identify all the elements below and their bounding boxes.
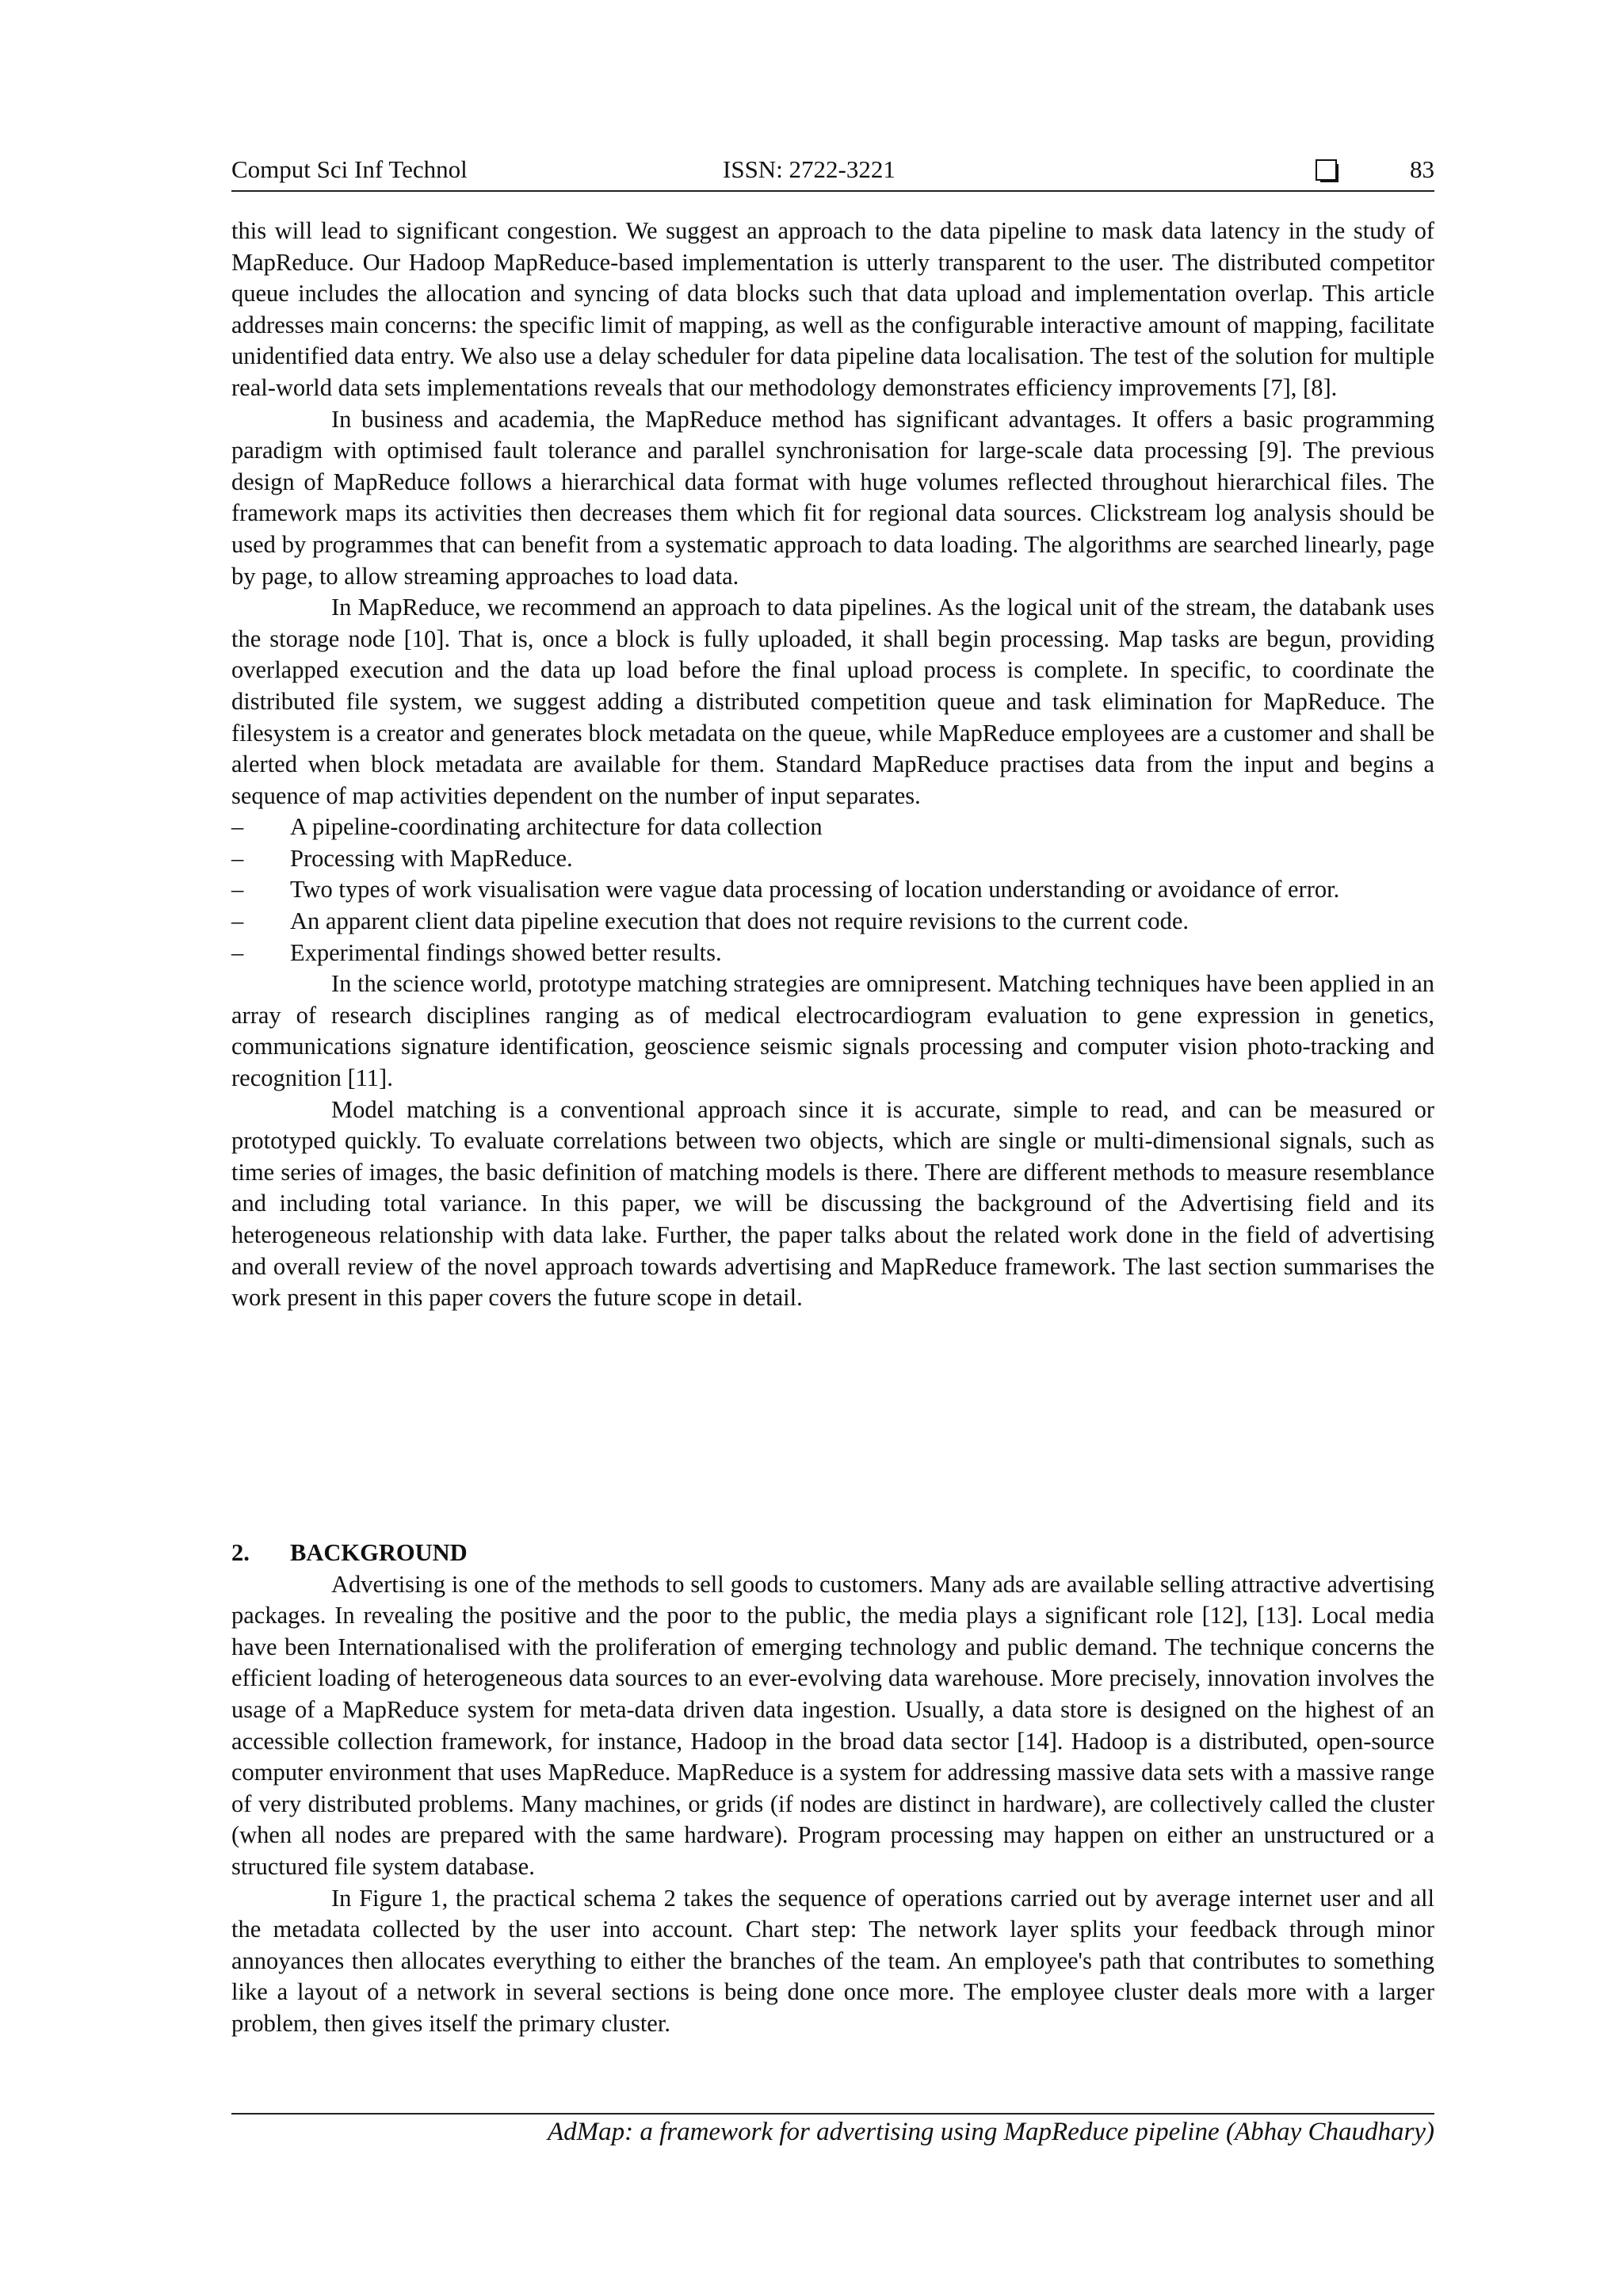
- dash-bullet: –: [231, 938, 244, 966]
- list-item: [231, 874, 1434, 906]
- list-item-text: Experimental findings showed better results.: [290, 938, 722, 966]
- issn: ISSN: 2722-3221: [723, 155, 896, 183]
- running-header: [231, 155, 1434, 192]
- paragraph: this will lead to significant congestion. We suggest an approach to the data pipeline to mask data latency in the study of MapReduce. Our Hadoop MapReduce-based implementation is utterly transparent to the user. The distributed competitor queue includes the allocation and syncing of data blocks such that data upload and implementation overlap. This article addresses main concerns: the specific limit of mapping, as well as the configurable interactive amount of mapping, facilitate unidentified data entry. We also use a delay scheduler for data pipeline data localisation. The test of the solution for multiple real-world data sets implementations reveals that our methodology demonstrates efficiency improvements [7], [8].: [231, 217, 1434, 401]
- list-item-text: A pipeline-coordinating architecture for data collection: [290, 813, 823, 841]
- main-body-text: [231, 216, 1434, 1314]
- square-bullet-icon: [1316, 159, 1337, 181]
- list-item: [231, 938, 1434, 969]
- dash-bullet: –: [231, 876, 244, 904]
- dash-bullet: –: [231, 907, 244, 935]
- page-number: 83: [1410, 155, 1434, 183]
- list-item: [231, 843, 1434, 875]
- footer-divider: [231, 2113, 1434, 2115]
- list-item: [231, 906, 1434, 938]
- paragraph: In MapReduce, we recommend an approach to data pipelines. As the logical unit of the stream, the databank uses the storage node [10]. That is, once a block is fully uploaded, it shall begin processing. Map tasks are begun, providing overlapped execution and the data up load before the final upload process is complete. In specific, to coordinate the distributed file system, we suggest adding a distributed competition queue and task elimination for MapReduce. The filesystem is a creator and generates block metadata on the queue, while MapReduce employees are a customer and shall be alerted when block metadata are available for them. Standard MapReduce practises data from the input and begins a sequence of map activities dependent on the number of input separates.: [231, 594, 1434, 809]
- dash-bullet: –: [231, 813, 244, 841]
- section-title: BACKGROUND: [290, 1539, 468, 1566]
- paragraph: Advertising is one of the methods to sell goods to customers. Many ads are available selling attractive advertising packages. In revealing the positive and the poor to the public, the media plays a significant role [12], [13]. Local media have been Internationalised with the proliferation of emerging technology and public demand. The technique concerns the efficient loading of heterogeneous data sources to an ever-evolving data warehouse. More precisely, innovation involves the usage of a MapReduce system for meta-data driven data ingestion. Usually, a data store is designed on the highest of an accessible collection framework, for instance, Hadoop in the broad data sector [14]. Hadoop is a distributed, open-source computer environment that uses MapReduce. MapReduce is a system for addressing massive data sets with a massive range of very distributed problems. Many machines, or grids (if nodes are distinct in hardware), are collectively called the cluster (when all nodes are prepared with the same hardware). Program processing may happen on either an unstructured or a structured file system database.: [231, 1570, 1434, 1880]
- section-background: [231, 1538, 1434, 2040]
- dash-bullet: –: [231, 844, 244, 872]
- contribution-list: [231, 812, 1434, 968]
- list-item-text: Two types of work visualisation were vague data processing of location understanding or avoidance of error.: [290, 876, 1340, 904]
- running-footer: AdMap: a framework for advertising using MapReduce pipeline (Abhay Chaudhary): [547, 2118, 1434, 2146]
- list-item-text: Processing with MapReduce.: [290, 844, 573, 872]
- section-heading: [231, 1538, 1434, 1569]
- list-item-text: An apparent client data pipeline execution that does not require revisions to the current code.: [290, 907, 1190, 935]
- paragraph: In Figure 1, the practical schema 2 takes the sequence of operations carried out by average internet user and all the metadata collected by the user into account. Chart step: The network layer splits your feedback through minor annoyances then allocates everything to either the branches of the team. An employee's path that contributes to something like a layout of a network in several sections is being done once more. The employee cluster deals more with a larger problem, then gives itself the primary cluster.: [231, 1884, 1434, 2037]
- section-number: 2.: [231, 1539, 250, 1566]
- paragraph: In business and academia, the MapReduce method has significant advantages. It offers a basic programming paradigm with optimised fault tolerance and parallel synchronisation for large-scale data processing [9]. The previous design of MapReduce follows a hierarchical data format with huge volumes reflected throughout hierarchical files. The framework maps its activities then decreases them which fit for regional data sources. Clickstream log analysis should be used by programmes that can benefit from a systematic approach to data loading. The algorithms are searched linearly, page by page, to allow streaming approaches to load data.: [231, 405, 1434, 590]
- journal-name: Comput Sci Inf Technol: [231, 155, 468, 183]
- paragraph: In the science world, prototype matching strategies are omnipresent. Matching techniques have been applied in an array of research disciplines ranging as of medical electrocardiogram evaluation to gene expression in genetics, communications signature identification, geoscience seismic signals processing and computer vision photo-tracking and recognition [11].: [231, 970, 1434, 1092]
- paragraph: Model matching is a conventional approach since it is accurate, simple to read, and can be measured or prototyped quickly. To evaluate correlations between two objects, which are single or multi-dimensional signals, such as time series of images, the basic definition of matching models is there. There are different methods to measure resemblance and including total variance. In this paper, we will be discussing the background of the Advertising field and its heterogeneous relationship with data lake. Further, the paper talks about the related work done in the field of advertising and overall review of the novel approach towards advertising and MapReduce framework. The last section summarises the work present in this paper covers the future scope in detail.: [231, 1095, 1434, 1312]
- list-item: [231, 812, 1434, 843]
